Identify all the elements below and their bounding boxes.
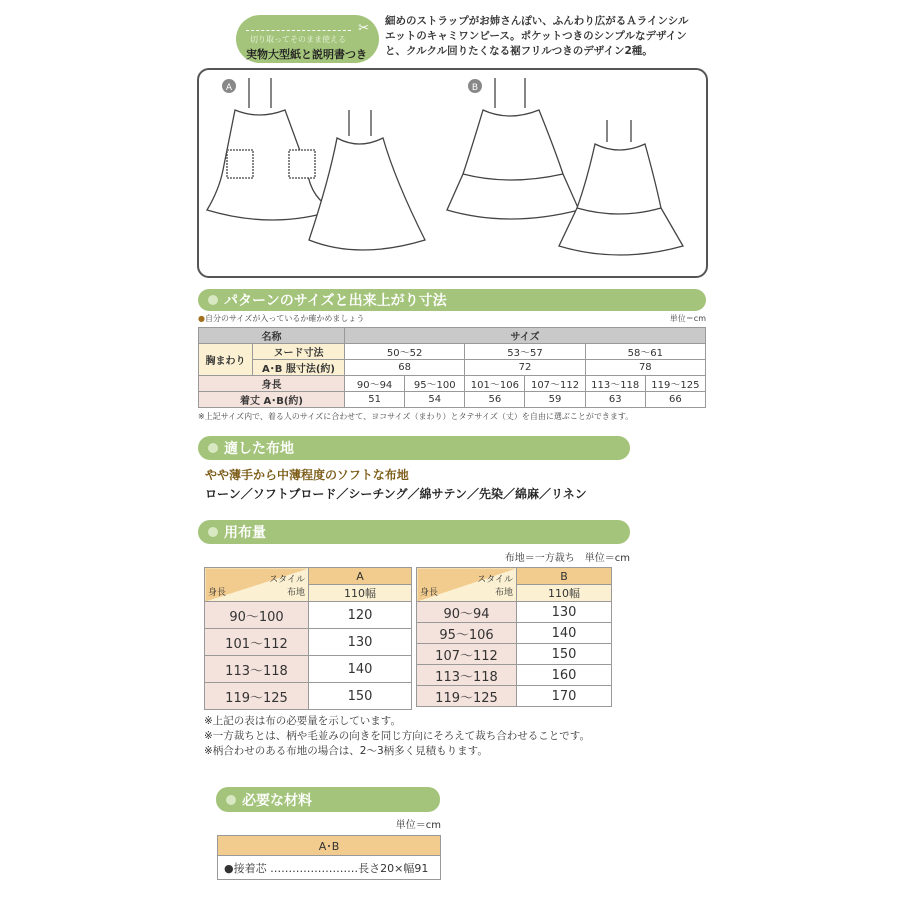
cell-text: 107〜112 [525,376,585,392]
cell-text: A･B [218,836,441,856]
badge-subtitle: 切り取ってそのまま使える [250,35,346,44]
section-title: 適した布地 [224,441,294,457]
materials-block [217,816,441,880]
cell-text: A･B 服寸法(約) [253,360,345,376]
amount-notes [204,714,630,759]
cell-text: 110幅 [309,585,412,602]
cell-text: 119〜125 [417,686,517,707]
scissors-icon: ✂ [358,21,369,36]
cell-text: B [517,568,612,585]
height-label: 身長 [208,587,227,598]
cell-text: 身長 [199,376,345,392]
fabric-block [205,466,587,504]
material-spec: 長さ20×幅91 [358,861,429,875]
cell-text: 107〜112 [417,644,517,665]
bullet-icon [226,795,236,805]
cell-text: A [309,568,412,585]
unit-label: 単位＝cm [395,820,441,831]
cell-text: 160 [517,665,612,686]
cell-text: 101〜112 [205,629,309,656]
materials-table [217,835,441,880]
cell-text: 53〜57 [465,344,585,360]
bullet-icon [208,527,218,537]
cell-text: 90〜100 [205,602,309,629]
cell-text: 113〜118 [205,656,309,683]
note-text: 自分のサイズが入っているか確かめましょう [204,314,365,323]
note-line: ※柄合わせのある布地の場合は、2〜3柄多く見積もります。 [204,745,488,757]
fabric-table-b [416,567,612,707]
cell-text: 130 [517,602,612,623]
section-title: 必要な材料 [242,792,312,809]
cell-text: 113〜118 [585,376,645,392]
height-label: 身長 [420,587,439,598]
fabric-tables [204,567,630,710]
style-label: スタイル [477,574,513,585]
cell-text: 113〜118 [417,665,517,686]
cell-text: 58〜61 [585,344,705,360]
cell-text: 56 [465,392,525,408]
intro-line: エットのキャミワンピース。ポケットつきのシンプルなデザイン [385,30,687,42]
dress-illustration [197,68,708,278]
cell-text: 110幅 [517,585,612,602]
section-title: パターンのサイズと出来上がり寸法 [224,293,447,309]
cell-text: 59 [525,392,585,408]
cut-line [246,30,351,31]
cell-text: 119〜125 [645,376,705,392]
style-a-label: A [225,83,233,93]
unit-label: 単位＝cm [669,314,706,323]
section-header-size [198,289,706,311]
cell-text: 170 [517,686,612,707]
badge-title: 実物大型紙と説明書つき [246,48,367,61]
fabric-label: 布地 [286,587,305,598]
cell-text: 名称 [199,328,345,344]
unit-label: 布地＝一方裁ち 単位＝cm [504,553,630,564]
cell-text: 150 [517,644,612,665]
cell-text: 150 [309,683,412,710]
cell-text: 90〜94 [345,376,405,392]
cell-text: 90〜94 [417,602,517,623]
intro-line: と、クルクル回りたくなる裾フリルつきのデザイン2種。 [385,45,653,57]
fabric-list: ローン／ソフトブロード／シーチング／綿サテン／先染／綿麻／リネン [205,487,587,501]
style-b-label: B [471,83,479,93]
material-item: ●接着芯 [224,861,267,875]
cell-text: 78 [585,360,705,376]
amount-block [204,549,630,759]
cell-text: 72 [465,360,585,376]
cell-text: 140 [309,656,412,683]
cell-text: 66 [645,392,705,408]
note-line: ※上記の表は布の必要量を示しています。 [204,715,401,727]
size-footnote: ※上記サイズ内で、着る人のサイズに合わせて、ヨコサイズ（まわり）とタテサイズ（丈）を自由に選ぶことができます。 [198,412,634,421]
bullet-icon: ● [198,314,205,323]
bullet-icon [208,443,218,453]
fabric-table-a [204,567,412,710]
cell-text: 95〜100 [405,376,465,392]
section-header-amount [198,520,630,544]
cell-text: サイズ [345,328,706,344]
cell-text: 140 [517,623,612,644]
cell-text: 胸まわり [199,344,253,376]
fabric-label: 布地 [494,587,513,598]
cell-text: 120 [309,602,412,629]
note-line: ※一方裁ちとは、柄や毛並みの向きを同じ方向にそろえて裁ち合わせることです。 [204,730,590,742]
pattern-badge [236,15,379,63]
style-label: スタイル [269,574,305,585]
section-header-fabric [198,436,630,460]
cell-text: 51 [345,392,405,408]
cell-text: 着丈 A･B(約) [199,392,345,408]
size-block [198,313,706,422]
cell-text: 130 [309,629,412,656]
cell-text: 119〜125 [205,683,309,710]
cell-text: 68 [345,360,465,376]
fabric-type: やや薄手から中薄程度のソフトな布地 [205,468,409,482]
cell-text: ヌード寸法 [253,344,345,360]
intro-line: 細めのストラップがお姉さんぽい、ふんわり広がるＡラインシル [385,15,689,27]
size-table [198,327,706,408]
cell-text: 54 [405,392,465,408]
cell-text: 50〜52 [345,344,465,360]
section-header-materials [216,787,440,812]
bullet-icon [208,295,218,305]
cell-text: 101〜106 [465,376,525,392]
leader-dots: …………………… [270,861,359,875]
cell-text: 95〜106 [417,623,517,644]
section-title: 用布量 [224,525,266,541]
intro-text [385,14,688,59]
size-note [198,313,364,324]
cell-text: 63 [585,392,645,408]
